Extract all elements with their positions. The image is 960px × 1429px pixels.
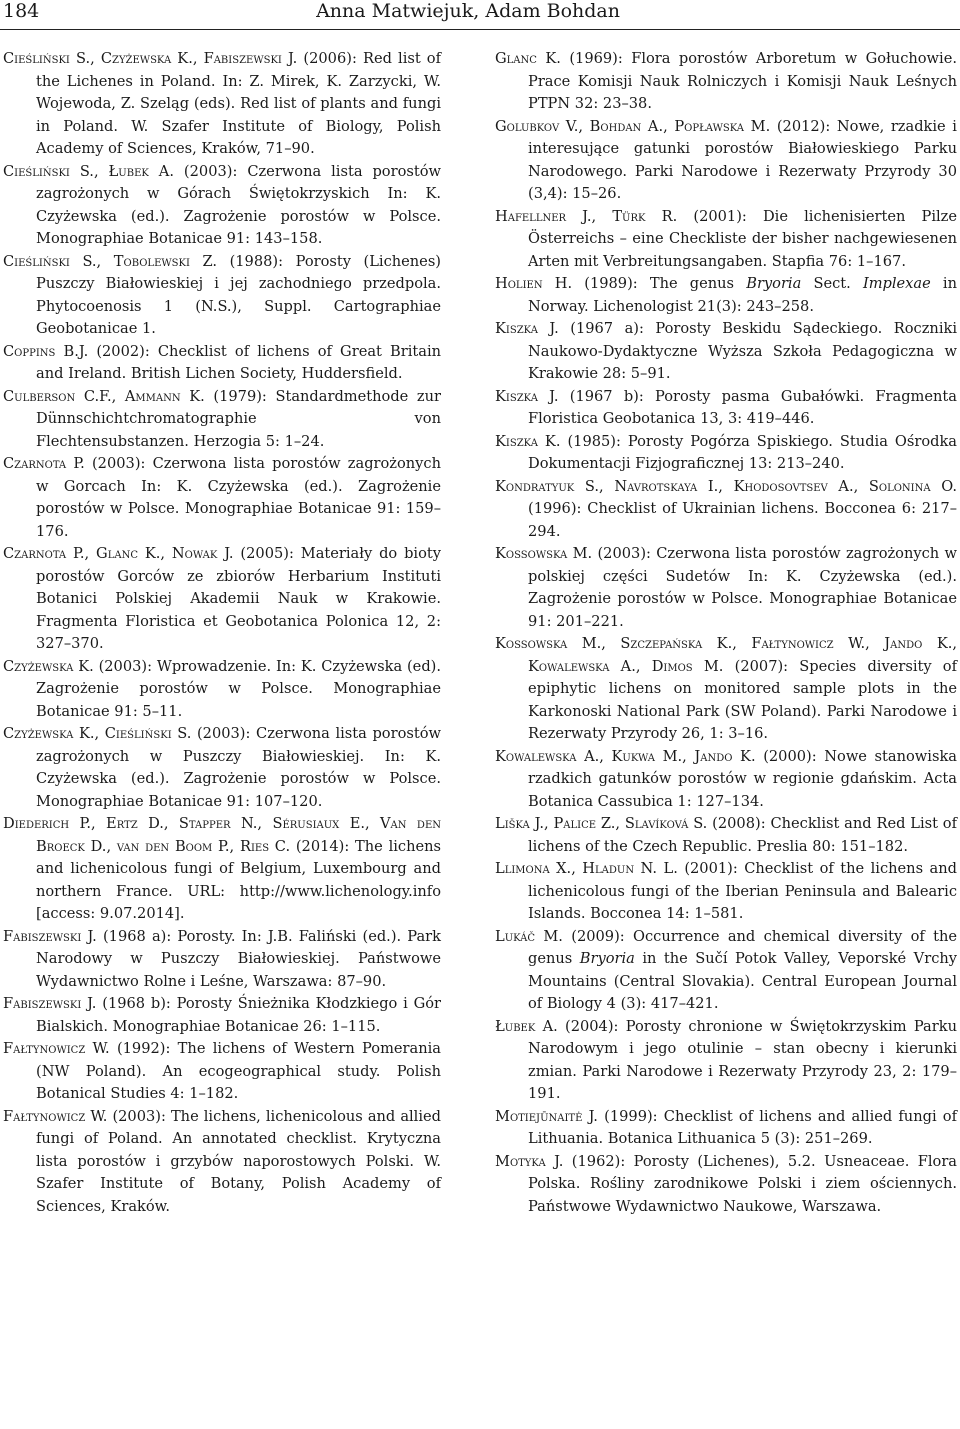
reference-entry	[3, 386, 441, 454]
reference-authors: Kiszka J.	[495, 387, 559, 405]
reference-entry	[495, 1151, 957, 1219]
reference-entry	[495, 543, 957, 633]
reference-text: (2007): Species diversity of epiphytic lichens on monitored sample plots in the Karkonoski National Park (SW Poland). Parki Narodowe i Rezerwaty Przyrody 26, 1: 3–16.	[528, 657, 957, 742]
reference-text: Sect.	[801, 275, 863, 292]
reference-entry	[3, 1106, 441, 1219]
reference-entry	[3, 453, 441, 543]
reference-text: (2002): Checklist of lichens of Great Britain and Ireland. British Lichen Society, Huddersfield.	[36, 342, 442, 382]
reference-authors: Łubek A.	[495, 1017, 558, 1035]
reference-authors: Cieśliński S., Czyżewska K., Fabiszewski J.	[3, 50, 298, 67]
reference-authors: Czarnota P., Glanc K., Nowak J.	[3, 545, 234, 562]
references-left-column	[3, 48, 441, 1218]
reference-text: (1968 a): Porosty. In: J.B. Faliński (ed.). Park Narodowy w Puszczy Białowieskiej. Państwowe Wydawnictwo Rolne i Leśne, Warszawa: 87–90.	[36, 927, 441, 990]
reference-text: (2003): Wprowadzenie. In: K. Czyżewska (ed). Zagrożenie porostów w Polsce. Monographiae Botanicae 91: 5–11.	[36, 657, 441, 720]
reference-text: (2003): Czerwona lista porostów zagrożonych w polskiej części Sudetów In: K. Czyżewska (ed.). Zagrożenie porostów w Polsce. Monographiae Botanicae 91: 201–221.	[528, 545, 957, 630]
reference-authors: Llimona X., Hladun N. L.	[495, 860, 678, 877]
page-header	[0, 0, 960, 26]
reference-text: (2003): The lichens, lichenicolous and allied fungi of Poland. An annotated checklist. Krytyczna lista porostów i grzybów naporostowych Polski. W. Szafer Institute of Botany, Polish Academy of Sciences, Kraków.	[36, 1107, 441, 1215]
reference-authors: Golubkov V., Bohdan A., Popławska M.	[495, 117, 771, 135]
reference-text: (2001): Die lichenisierten Pilze Österreichs – eine Checkliste der bisher nachgewiesenen Arten mit Verbreitungsangaben. Stapfia 76: 1–167.	[528, 207, 958, 270]
reference-authors: Coppins B.J.	[3, 342, 89, 360]
reference-entry	[495, 48, 957, 116]
reference-text: (1985): Porosty Pogórza Spiskiego. Studia Ośrodka Dokumentacji Fizjograficznej 13: 213–240.	[528, 432, 958, 472]
reference-authors: Fałtynowicz W.	[3, 1040, 110, 1057]
reference-entry	[3, 813, 441, 926]
reference-text: (2004): Porosty chronione w Świętokrzyskim Parku Narodowym i jego otulinie – stan obecny i kierunki zmian. Parki Narodowe i Rezerwaty Przyrody 23, 2: 179–191.	[528, 1017, 957, 1102]
reference-entry	[3, 251, 441, 341]
references-right-column	[495, 48, 957, 1218]
reference-text: (1967 a): Porosty Beskidu Sądeckiego. Roczniki Naukowo-Dydaktyczne Wyższa Szkoła Pedagogiczna w Krakowie 28: 5–91.	[528, 320, 957, 382]
reference-entry	[495, 813, 957, 858]
reference-authors: Kondratyuk S., Navrotskaya I., Khodosovtsev A., Solonina O.	[495, 477, 957, 495]
reference-authors: Fabiszewski J.	[3, 927, 97, 945]
reference-authors: Glanc K.	[495, 50, 561, 67]
genus-name: Bryoria	[746, 275, 802, 292]
reference-entry	[495, 476, 957, 544]
reference-text: (1989): The genus	[572, 275, 747, 292]
reference-text: (2003): Czerwona lista porostów zagrożonych w Górach Świętokrzyskich In: K. Czyżewska (ed.). Zagrożenie porostów w Polsce. Monographiae Botanicae 91: 143–158.	[36, 162, 441, 247]
reference-authors: Kiszka J.	[495, 320, 559, 337]
reference-entry	[3, 993, 441, 1038]
genus-name: Bryoria	[579, 950, 635, 967]
reference-text: (2012): Nowe, rzadkie i interesujące gatunki porostów Białowieskiego Parku Narodowego. Parki Narodowe i Rezerwaty Przyrody 30 (3,4): 15–26.	[528, 117, 957, 202]
reference-authors: Czarnota P.	[3, 455, 85, 472]
reference-entry	[495, 116, 957, 206]
reference-authors: Kossowska M., Szczepańska K., Fałtynowicz W., Jando K., Kowalewska A., Dimos M.	[495, 635, 957, 675]
reference-text: (2008): Checklist and Red List of lichens of the Czech Republic. Preslia 80: 151–182.	[528, 815, 957, 855]
reference-text: (2006): Red list of the Lichenes in Poland. In: Z. Mirek, K. Zarzycki, W. Wojewoda, Z. Szeląg (eds). Red list of plants and fungi in Poland. W. Szafer Institute of Biology, Polish Academy of Sciences, Kraków, 71–90.	[36, 50, 441, 157]
reference-text: (1992): The lichens of Western Pomerania (NW Poland). An ecogeographical study. Polish Botanical Studies 4: 1–182.	[36, 1040, 441, 1102]
reference-text: (1967 b): Porosty pasma Gubałówki. Fragmenta Floristica Geobotanica 13, 3: 419–446.	[528, 387, 957, 427]
reference-authors: Fabiszewski J.	[3, 995, 97, 1012]
reference-entry	[3, 341, 441, 386]
reference-authors: Hafellner J., Türk R.	[495, 207, 678, 225]
reference-entry	[3, 656, 441, 724]
reference-text: (1979): Standardmethode zur Dünnschichtchromatographie von Flechtensubstanzen. Herzogia 5: 1–24.	[36, 387, 441, 450]
reference-authors: Lukáč M.	[495, 927, 563, 945]
reference-text: (2003): Czerwona lista porostów zagrożonych w Puszczy Białowieskiej. In: K. Czyżewska (ed.). Zagrożenie porostów w Polsce. Monographiae Botanicae 91: 107–120.	[36, 725, 441, 810]
reference-text: in Norway. Lichenologist 21(3): 243–258.	[528, 275, 957, 315]
reference-authors: Holien H.	[495, 275, 573, 292]
section-name: Implexae	[862, 275, 931, 292]
reference-authors: Kowalewska A., Kukwa M., Jando K.	[495, 747, 756, 765]
reference-text: (1988): Porosty (Lichenes) Puszczy Białowieskiej i jej zachodniego przedpola. Phytocoenosis 1 (N.S.), Suppl. Cartographiae Geobotanicae 1.	[36, 252, 442, 337]
reference-text: (1969): Flora porostów Arboretum w Gołuchowie. Prace Komisji Nauk Rolniczych i Komisji Nauk Leśnych PTPN 32: 23–38.	[528, 50, 957, 112]
reference-entry	[495, 1016, 957, 1106]
reference-entry	[495, 273, 957, 318]
reference-text: (1962): Porosty (Lichenes), 5.2. Usneaceae. Flora Polska. Rośliny zarodnikowe Polski i ziem ościennych. Państwowe Wydawnictwo Naukowe, Warszawa.	[528, 1152, 958, 1215]
reference-authors: Kiszka K.	[495, 432, 561, 450]
page-number: 184	[3, 0, 40, 22]
reference-entry	[3, 723, 441, 813]
reference-text: (2001): Checklist of the lichens and lichenicolous fungi of the Iberian Peninsula and Balearic Islands. Bocconea 14: 1–581.	[528, 860, 957, 922]
reference-authors: Czyżewska K.	[3, 657, 94, 675]
reference-text: in the Sučí Potok Valley, Veporské Vrchy Mountains (Central Slovakia). Central European Journal of Biology 4 (3): 417–421.	[528, 950, 958, 1012]
reference-entry	[3, 543, 441, 656]
reference-text: (1996): Checklist of Ukrainian lichens. Bocconea 6: 217–294.	[528, 500, 957, 540]
reference-authors: Fałtynowicz W.	[3, 1107, 108, 1125]
reference-text: (2003): Czerwona lista porostów zagrożonych w Gorcach In: K. Czyżewska (ed.). Zagrożenie porostów w Polsce. Monographiae Botanicae 91: 159–176.	[36, 455, 441, 540]
reference-text: (2014): The lichens and lichenicolous fungi of Belgium, Luxembourg and northern France. URL: http://www.lichenology.info [access: 9.07.2014].	[36, 837, 442, 922]
reference-entry	[3, 926, 441, 994]
reference-authors: Diederich P., Ertz D., Stapper N., Sérusiaux E., Van den Broeck D., van den Boom P., Ries C.	[3, 815, 441, 855]
reference-entry	[3, 161, 441, 251]
header-rule	[0, 29, 960, 30]
reference-authors: Motiejūnaitė J.	[495, 1107, 598, 1125]
reference-entry	[495, 386, 957, 431]
reference-text: (2000): Nowe stanowiska rzadkich gatunków porostów w regionie gdańskim. Acta Botanica Cassubica 1: 127–134.	[528, 747, 957, 810]
reference-authors: Kossowska M.	[495, 545, 593, 562]
reference-entry	[495, 206, 957, 274]
reference-authors: Czyżewska K., Cieśliński S.	[3, 725, 192, 742]
reference-authors: Liška J., Palice Z., Slavíková S.	[495, 815, 708, 832]
reference-authors: Cieśliński S., Łubek A.	[3, 162, 174, 180]
reference-text: (1999): Checklist of lichens and allied fungi of Lithuania. Botanica Lithuanica 5 (3): 251–269.	[528, 1107, 957, 1147]
reference-text: (1968 b): Porosty Śnieżnika Kłodzkiego i Gór Bialskich. Monographiae Botanicae 26: 1–115.	[36, 995, 441, 1035]
reference-entry	[495, 633, 957, 746]
reference-entry	[495, 746, 957, 814]
reference-authors: Cieśliński S., Tobolewski Z.	[3, 252, 218, 270]
reference-entry	[3, 48, 441, 161]
reference-entry	[495, 926, 957, 1016]
reference-text: (2005): Materiały do bioty porostów Gorców ze zbiorów Herbarium Instituti Botanici Polskiej Akademii Nauk w Krakowie. Fragmenta Floristica et Geobotanica Polonica 12, 2: 327–370.	[36, 545, 441, 652]
reference-authors: Culberson C.F., Ammann K.	[3, 387, 205, 405]
reference-entry	[3, 1038, 441, 1106]
reference-entry	[495, 431, 957, 476]
reference-text: (2009): Occurrence and chemical diversity of the genus	[528, 927, 957, 967]
reference-entry	[495, 858, 957, 926]
reference-authors: Motyka J.	[495, 1152, 564, 1170]
running-head: Anna Matwiejuk, Adam Bohdan	[316, 0, 620, 22]
reference-entry	[495, 1106, 957, 1151]
reference-entry	[495, 318, 957, 386]
